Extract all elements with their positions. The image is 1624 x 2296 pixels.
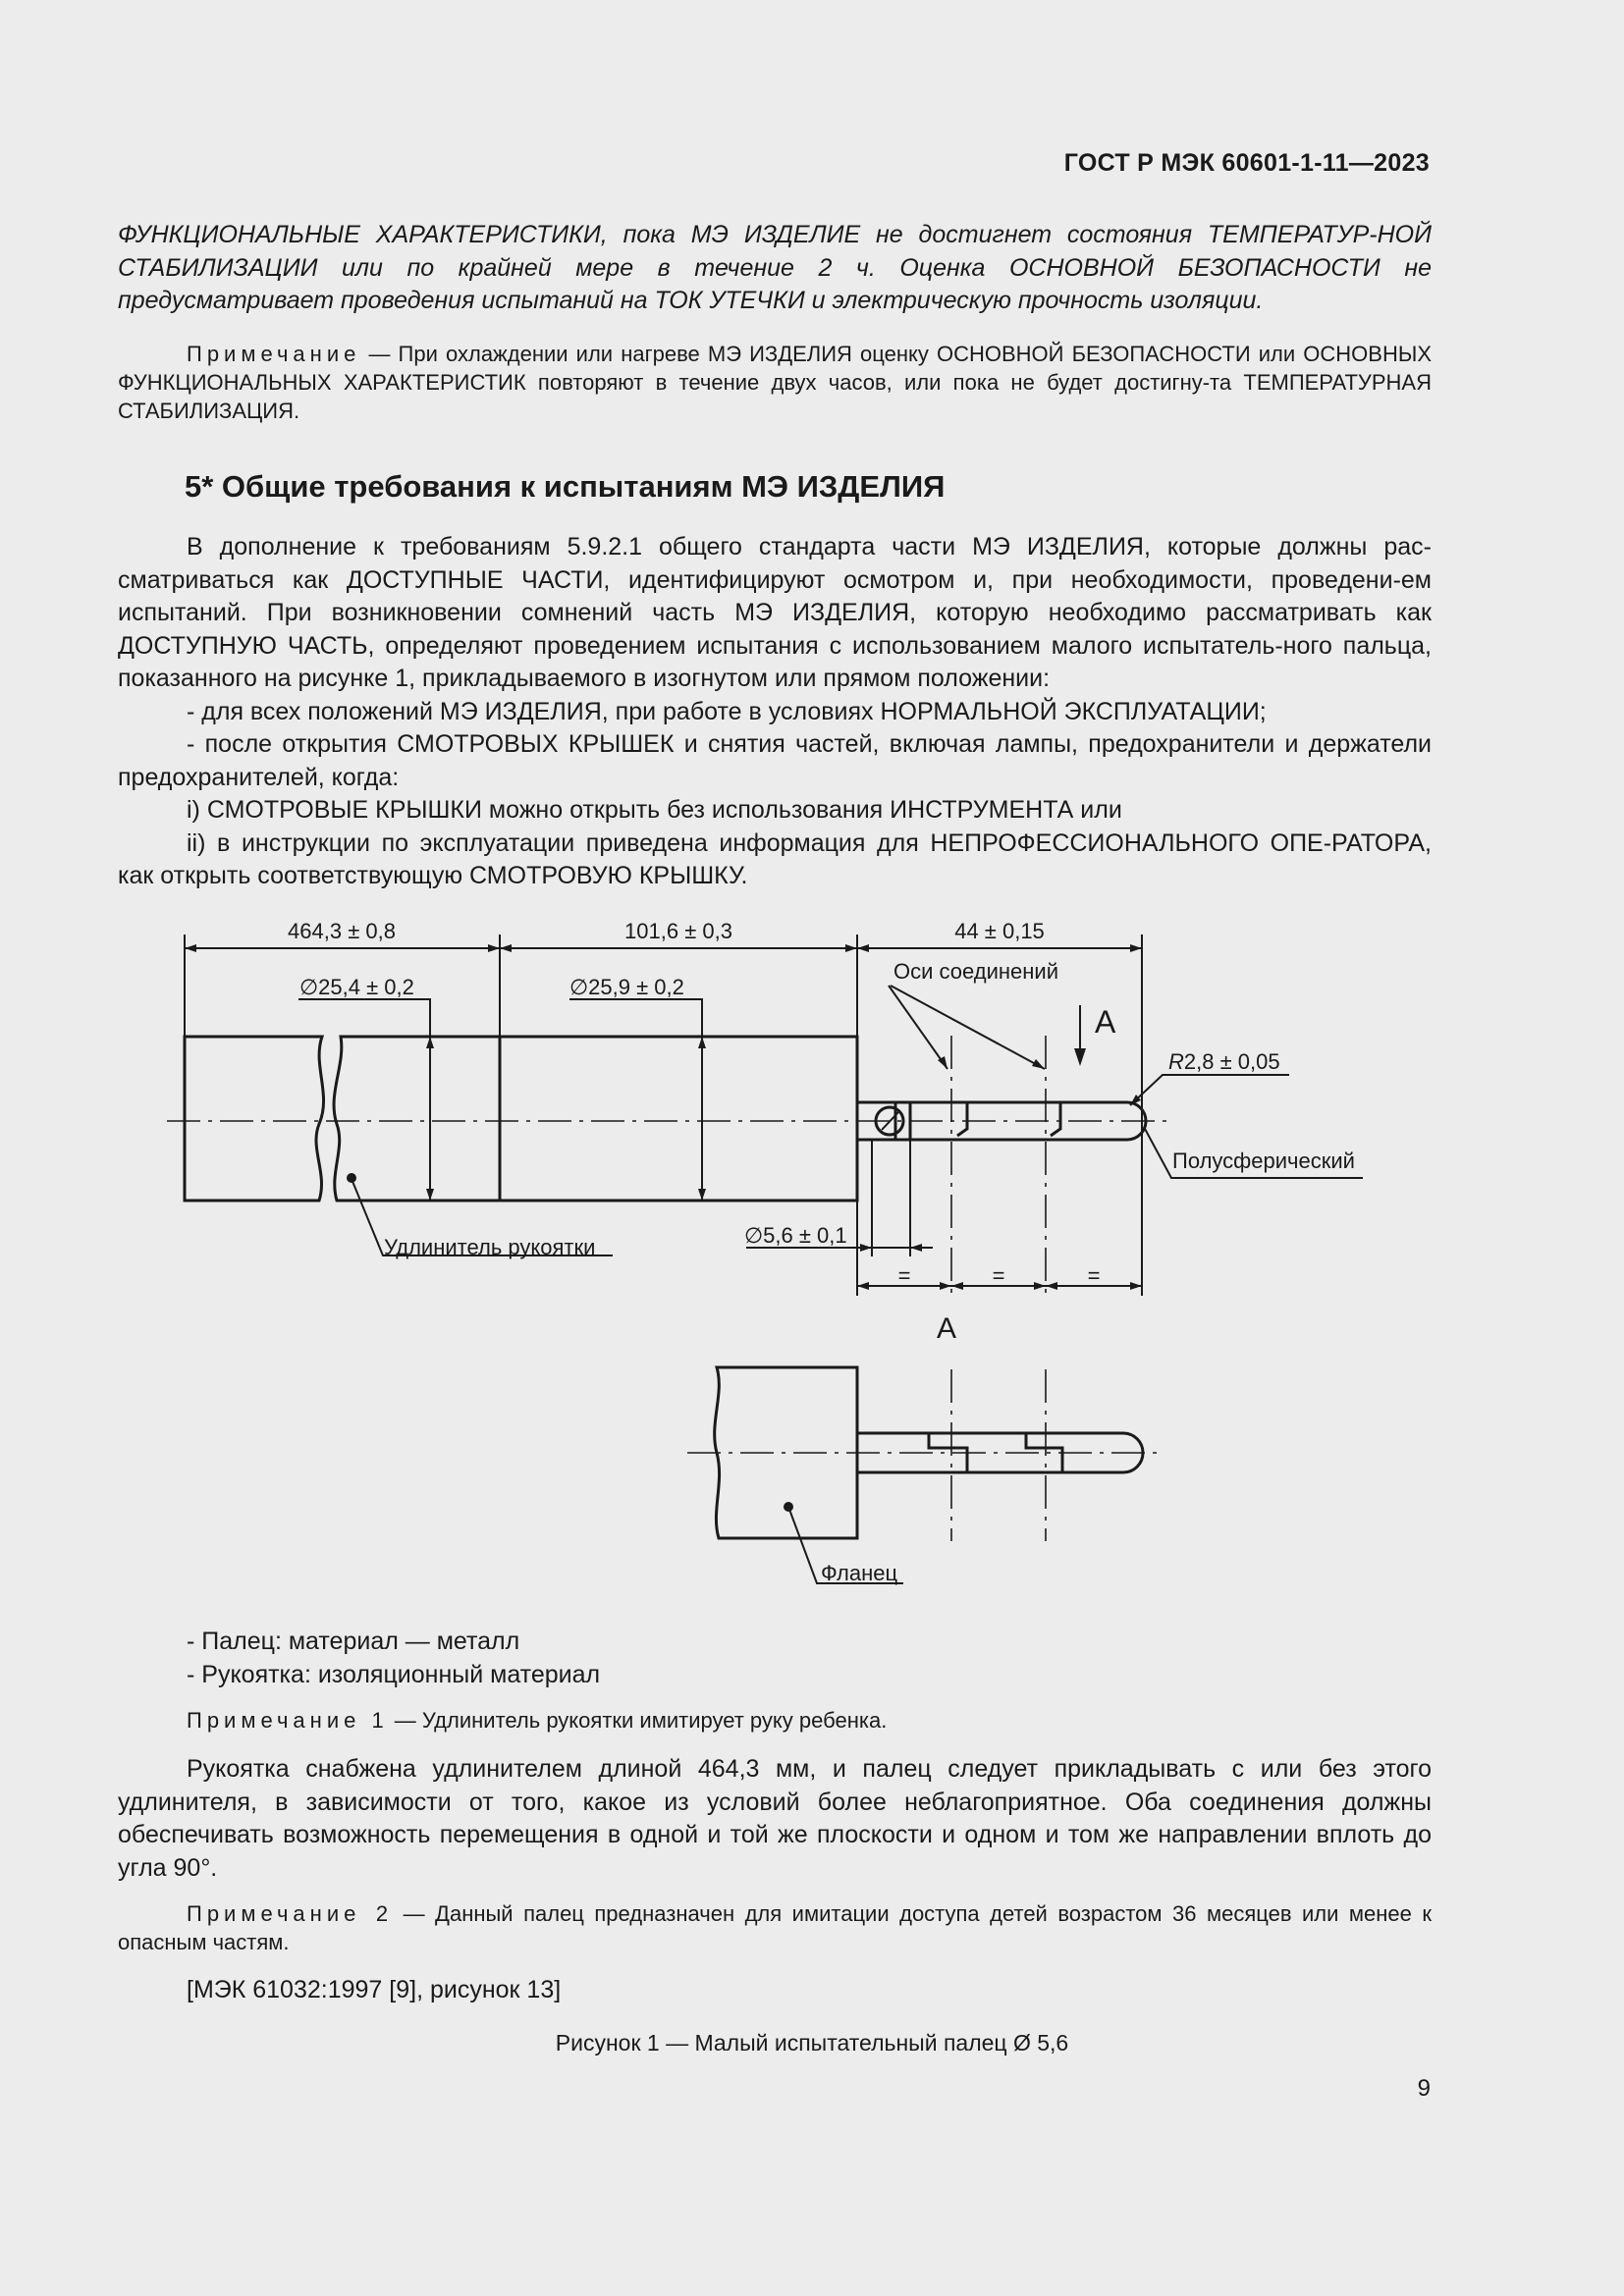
- equal-mark: =: [992, 1263, 1005, 1288]
- paragraph-extension: Рукоятка снабжена удлинителем длиной 464,3 мм, и палец следует прикладывать с или без этого удлинителя, в зависимости от того, какое из условий более неблагоприятное. Оба соединения должны обеспечивать возможность перемещения в одной и той же плоскости и одном и том же направлении вплоть до угла 90°.: [118, 1755, 1432, 1882]
- dim-finger: 44 ± 0,15: [954, 919, 1045, 943]
- note-2: [118, 1899, 1432, 1956]
- list-item: - после открытия СМОТРОВЫХ КРЫШЕК и снятия частей, включая лампы, предохранители и держатели предохранителей, когда:: [118, 730, 1432, 791]
- list-item: - для всех положений МЭ ИЗДЕЛИЯ, при работе в условиях НОРМАЛЬНОЙ ЭКСПЛУАТАЦИИ;: [187, 697, 1267, 725]
- page-number: 9: [1417, 2075, 1431, 2102]
- figure-caption: Рисунок 1 — Малый испытательный палец Ø 5,6: [555, 2030, 1069, 2056]
- view-a-marker: A: [1095, 1004, 1116, 1040]
- standard-header: ГОСТ Р МЭК 60601-1-11—2023: [1063, 149, 1430, 177]
- dim-handle-extension: 464,3 ± 0,8: [288, 919, 396, 943]
- flange-label: Фланец: [821, 1561, 898, 1585]
- joint-axes-label: Оси соединений: [893, 959, 1058, 984]
- dia-finger: ∅5,6 ± 0,1: [744, 1223, 847, 1248]
- list-item: - Рукоятка: изоляционный материал: [187, 1660, 601, 1688]
- section-title: 5* Общие требования к испытаниям МЭ ИЗДЕЛИЯ: [185, 469, 946, 504]
- equal-mark: =: [1087, 1263, 1101, 1288]
- dia-extension: ∅25,4 ± 0,2: [299, 975, 414, 999]
- radius-value: 2,8 ± 0,05: [1183, 1049, 1280, 1074]
- note-text: — Удлинитель рукоятки имитирует руку ребенка.: [388, 1708, 888, 1733]
- hemispherical-label: Полусферический: [1172, 1148, 1355, 1173]
- dia-handle: ∅25,9 ± 0,2: [569, 975, 684, 999]
- list-item: i) СМОТРОВЫЕ КРЫШКИ можно открыть без использования ИНСТРУМЕНТА или: [187, 796, 1122, 824]
- list-item: ii) в инструкции по эксплуатации приведена информация для НЕПРОФЕССИОНАЛЬНОГО ОПЕ-РАТОРА, как открыть соответствующую СМОТРОВУЮ КРЫШКУ.: [118, 828, 1432, 889]
- radius-prefix: R: [1168, 1049, 1184, 1074]
- equal-mark: =: [897, 1263, 911, 1288]
- note-label: Примечание: [187, 342, 361, 366]
- view-a-title: A: [936, 1312, 957, 1345]
- note-label: Примечание 2: [187, 1901, 394, 1926]
- dim-handle: 101,6 ± 0,3: [624, 919, 732, 943]
- note-1: [118, 1706, 1432, 1735]
- intro-paragraph: ФУНКЦИОНАЛЬНЫЕ ХАРАКТЕРИСТИКИ, пока МЭ ИЗДЕЛИЕ не достигнет состояния ТЕМПЕРАТУР-НОЙ СТАБИЛИЗАЦИИ или по крайней мере в течение 2 ч. Оценка ОСНОВНОЙ БЕЗОПАСНОСТИ не предусматривает проведения испытаний на ТОК УТЕЧКИ и электрическую прочность изоляции.: [118, 221, 1432, 314]
- note-text: — Данный палец предназначен для имитации доступа детей возрастом 36 месяцев или менее к опасным частям.: [118, 1901, 1432, 1954]
- note-label: Примечание 1: [187, 1708, 389, 1733]
- handle-extension-label: Удлинитель рукоятки: [384, 1235, 596, 1259]
- materials-list: [118, 1626, 1432, 1691]
- note-text: — При охлаждении или нагреве МЭ ИЗДЕЛИЯ оценку ОСНОВНОЙ БЕЗОПАСНОСТИ или ОСНОВНЫХ ФУНКЦИОНАЛЬНЫХ ХАРАКТЕРИСТИК повторяют в течение двух часов, или пока не будет достигну-та ТЕМПЕРАТУРНАЯ СТАБИЛИЗАЦИЯ.: [118, 342, 1432, 423]
- section-paragraph: В дополнение к требованиям 5.9.2.1 общего стандарта части МЭ ИЗДЕЛИЯ, которые должны рас-сматриваться как ДОСТУПНЫЕ ЧАСТИ, идентифицируют осмотром и, при необходимости, проведени-ем испытаний. При возникновении сомнений часть МЭ ИЗДЕЛИЯ, которую необходимо рассматривать как ДОСТУПНУЮ ЧАСТЬ, определяют проведением испытания с использованием малого испытатель-ного пальца, показанного на рисунке 1, прикладываемого в изогнутом или прямом положении:: [118, 533, 1432, 692]
- radius-label: [1168, 1049, 1280, 1074]
- list-item: - Палец: материал — металл: [187, 1628, 520, 1655]
- reference: [МЭК 61032:1997 [9], рисунок 13]: [187, 1976, 562, 2003]
